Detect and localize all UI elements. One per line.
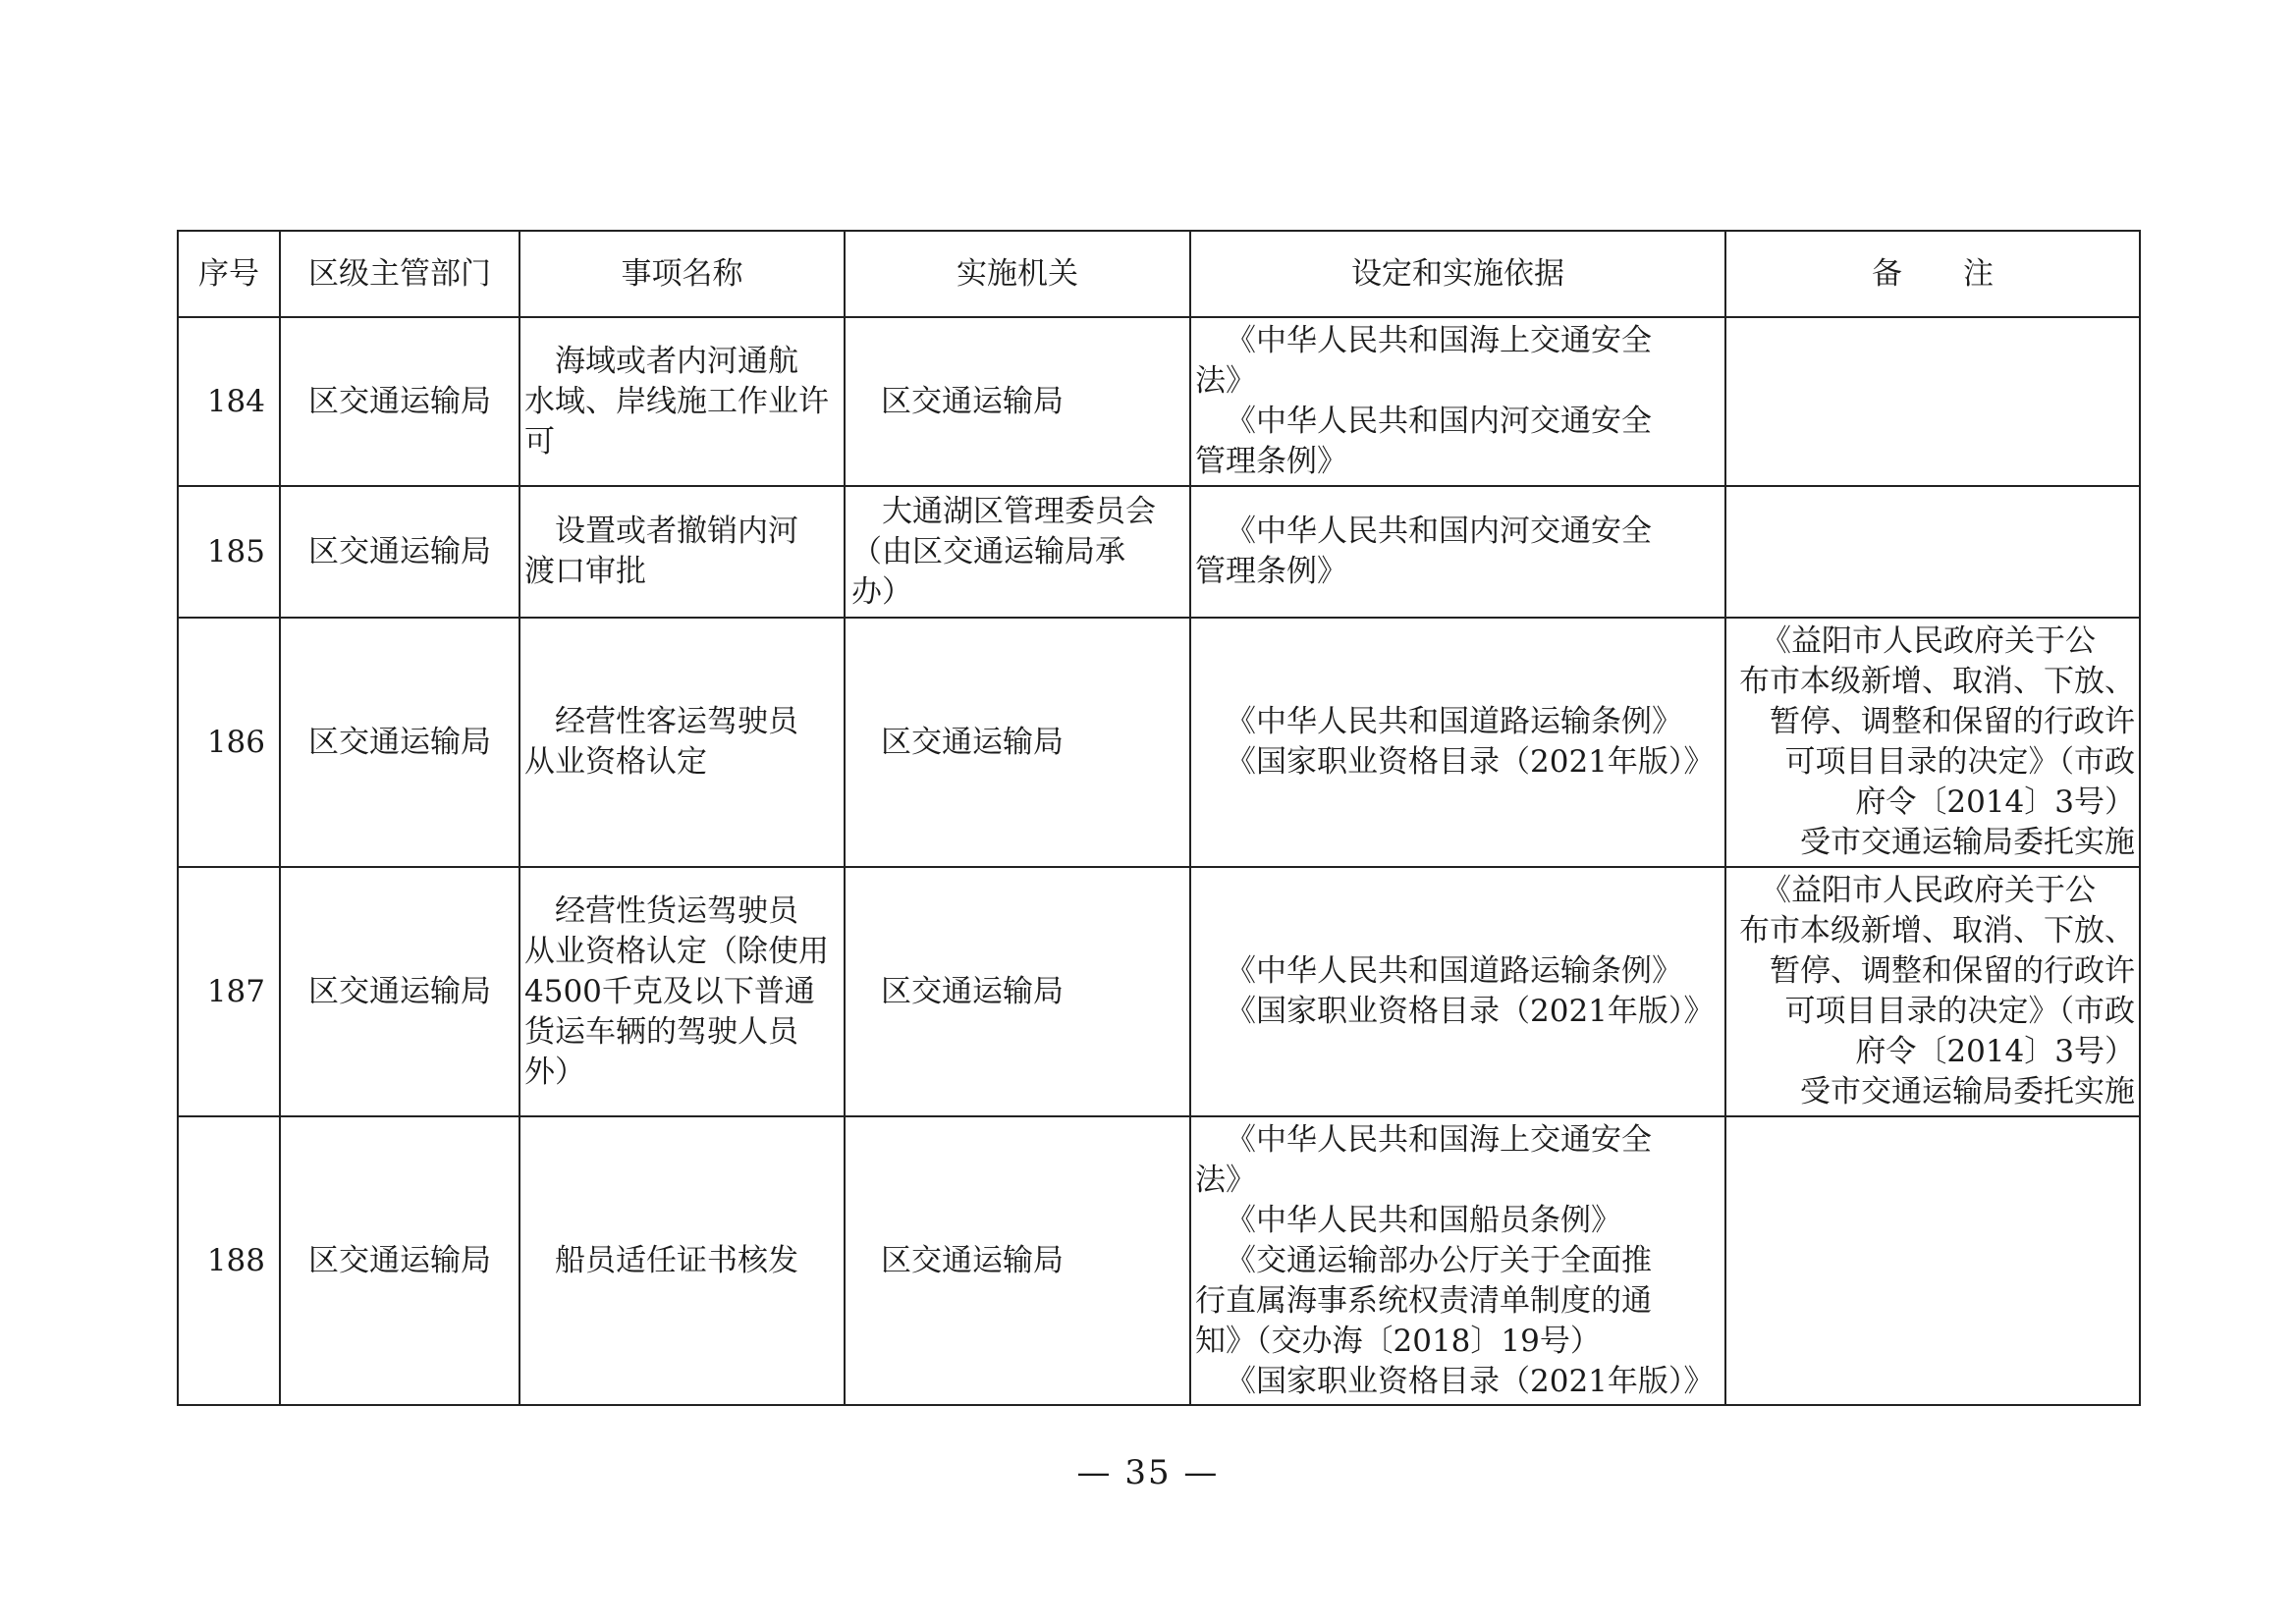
- table-row: [178, 317, 2140, 486]
- name-line: 设置或者撤销内河: [555, 514, 798, 549]
- cell-seq-number: 188: [178, 1116, 280, 1405]
- note-line: 暂停、调整和保留的行政许: [1770, 953, 2135, 989]
- matters-table: [177, 230, 2141, 1406]
- cell-legal-basis: [1190, 867, 1725, 1116]
- basis-line: 管理条例》: [1195, 554, 1347, 589]
- name-line: 从业资格认定: [524, 744, 707, 780]
- note-line: 布市本级新增、取消、下放、: [1739, 913, 2135, 948]
- name-line: 外）: [524, 1054, 585, 1090]
- basis-line: 《国家职业资格目录（2021年版）》: [1226, 1363, 1715, 1399]
- cell-remarks: [1725, 317, 2140, 486]
- note-line: 府令〔2014〕3号）: [1855, 1034, 2135, 1069]
- cell-item-name: [519, 486, 845, 618]
- name-line: 海域或者内河通航: [555, 343, 798, 379]
- basis-line: 《中华人民共和国内河交通安全: [1226, 404, 1652, 439]
- cell-item-name: [519, 867, 845, 1116]
- name-line: 船员适任证书核发: [555, 1242, 798, 1278]
- cell-implementing-org: [845, 1116, 1190, 1405]
- name-line: 经营性货运驾驶员: [555, 893, 798, 929]
- note-line: 受市交通运输局委托实施: [1800, 1074, 2135, 1109]
- note-line: 府令〔2014〕3号）: [1855, 784, 2135, 820]
- basis-line: 《中华人民共和国道路运输条例》: [1226, 953, 1682, 989]
- cell-seq-number: 185: [178, 486, 280, 618]
- cell-item-name: [519, 317, 845, 486]
- basis-line: 《中华人民共和国船员条例》: [1226, 1202, 1621, 1238]
- cell-legal-basis: [1190, 317, 1725, 486]
- name-line: 渡口审批: [524, 554, 646, 589]
- table-row: [178, 618, 2140, 867]
- cell-legal-basis: [1190, 1116, 1725, 1405]
- header-remarks: 备 注: [1725, 231, 2140, 317]
- basis-line: 知》（交办海〔2018〕19号）: [1195, 1323, 1601, 1359]
- basis-line: 《国家职业资格目录（2021年版）》: [1226, 994, 1715, 1029]
- org-line: 区交通运输局: [881, 973, 1064, 1009]
- basis-line: 管理条例》: [1195, 444, 1347, 479]
- cell-seq-number: 187: [178, 867, 280, 1116]
- header-seq: 序号: [178, 231, 280, 317]
- org-line: 大通湖区管理委员会: [882, 493, 1156, 529]
- cell-remarks: [1725, 1116, 2140, 1405]
- name-line: 4500千克及以下普通: [524, 973, 815, 1009]
- org-line: （由区交通运输局承: [851, 533, 1125, 569]
- header-item-name: 事项名称: [519, 231, 845, 317]
- note-line: 布市本级新增、取消、下放、: [1739, 664, 2135, 699]
- cell-implementing-org: [845, 317, 1190, 486]
- note-line: 受市交通运输局委托实施: [1800, 825, 2135, 860]
- cell-remarks: [1725, 618, 2140, 867]
- cell-department: 区交通运输局: [280, 317, 519, 486]
- note-line: 暂停、调整和保留的行政许: [1770, 704, 2135, 739]
- basis-line: 《中华人民共和国道路运输条例》: [1226, 704, 1682, 739]
- basis-line: 《交通运输部办公厅关于全面推: [1226, 1242, 1652, 1278]
- org-line: 区交通运输局: [881, 724, 1064, 760]
- cell-remarks: [1725, 486, 2140, 618]
- cell-item-name: [519, 618, 845, 867]
- name-line: 可: [524, 423, 555, 460]
- basis-line: 法》: [1195, 1162, 1256, 1198]
- table-row: [178, 867, 2140, 1116]
- org-line: 区交通运输局: [881, 1242, 1064, 1278]
- header-legal-basis: 设定和实施依据: [1190, 231, 1725, 317]
- name-line: 从业资格认定（除使用: [524, 933, 829, 969]
- cell-legal-basis: [1190, 486, 1725, 618]
- basis-line: 《国家职业资格目录（2021年版）》: [1226, 744, 1715, 780]
- cell-item-name: [519, 1116, 845, 1405]
- name-line: 货运车辆的驾驶人员: [524, 1013, 798, 1050]
- cell-department: 区交通运输局: [280, 867, 519, 1116]
- header-dept: 区级主管部门: [280, 231, 519, 317]
- cell-seq-number: 186: [178, 618, 280, 867]
- note-line: 《益阳市人民政府关于公: [1761, 623, 2096, 659]
- name-line: 经营性客运驾驶员: [555, 704, 798, 739]
- basis-line: 行直属海事系统权责清单制度的通: [1195, 1282, 1652, 1319]
- name-line: 水域、岸线施工作业许: [524, 383, 829, 419]
- cell-seq-number: 184: [178, 317, 280, 486]
- cell-department: 区交通运输局: [280, 486, 519, 618]
- org-line: 区交通运输局: [881, 383, 1064, 419]
- org-line: 办）: [851, 573, 912, 610]
- cell-remarks: [1725, 867, 2140, 1116]
- basis-line: 《中华人民共和国内河交通安全: [1226, 514, 1652, 549]
- note-line: 《益阳市人民政府关于公: [1761, 873, 2096, 908]
- cell-department: 区交通运输局: [280, 618, 519, 867]
- note-line: 可项目目录的决定》（市政: [1784, 994, 2135, 1029]
- basis-line: 《中华人民共和国海上交通安全: [1226, 1121, 1652, 1158]
- table-row: [178, 486, 2140, 618]
- cell-department: 区交通运输局: [280, 1116, 519, 1405]
- cell-implementing-org: [845, 867, 1190, 1116]
- cell-implementing-org: [845, 618, 1190, 867]
- header-row: [178, 231, 2140, 317]
- basis-line: 《中华人民共和国海上交通安全: [1226, 323, 1652, 358]
- cell-implementing-org: [845, 486, 1190, 618]
- cell-legal-basis: [1190, 618, 1725, 867]
- table-row: [178, 1116, 2140, 1405]
- note-line: 可项目目录的决定》（市政: [1784, 744, 2135, 780]
- basis-line: 法》: [1195, 363, 1256, 399]
- page-number: — 35 —: [1076, 1453, 1220, 1492]
- header-implementing-org: 实施机关: [845, 231, 1190, 317]
